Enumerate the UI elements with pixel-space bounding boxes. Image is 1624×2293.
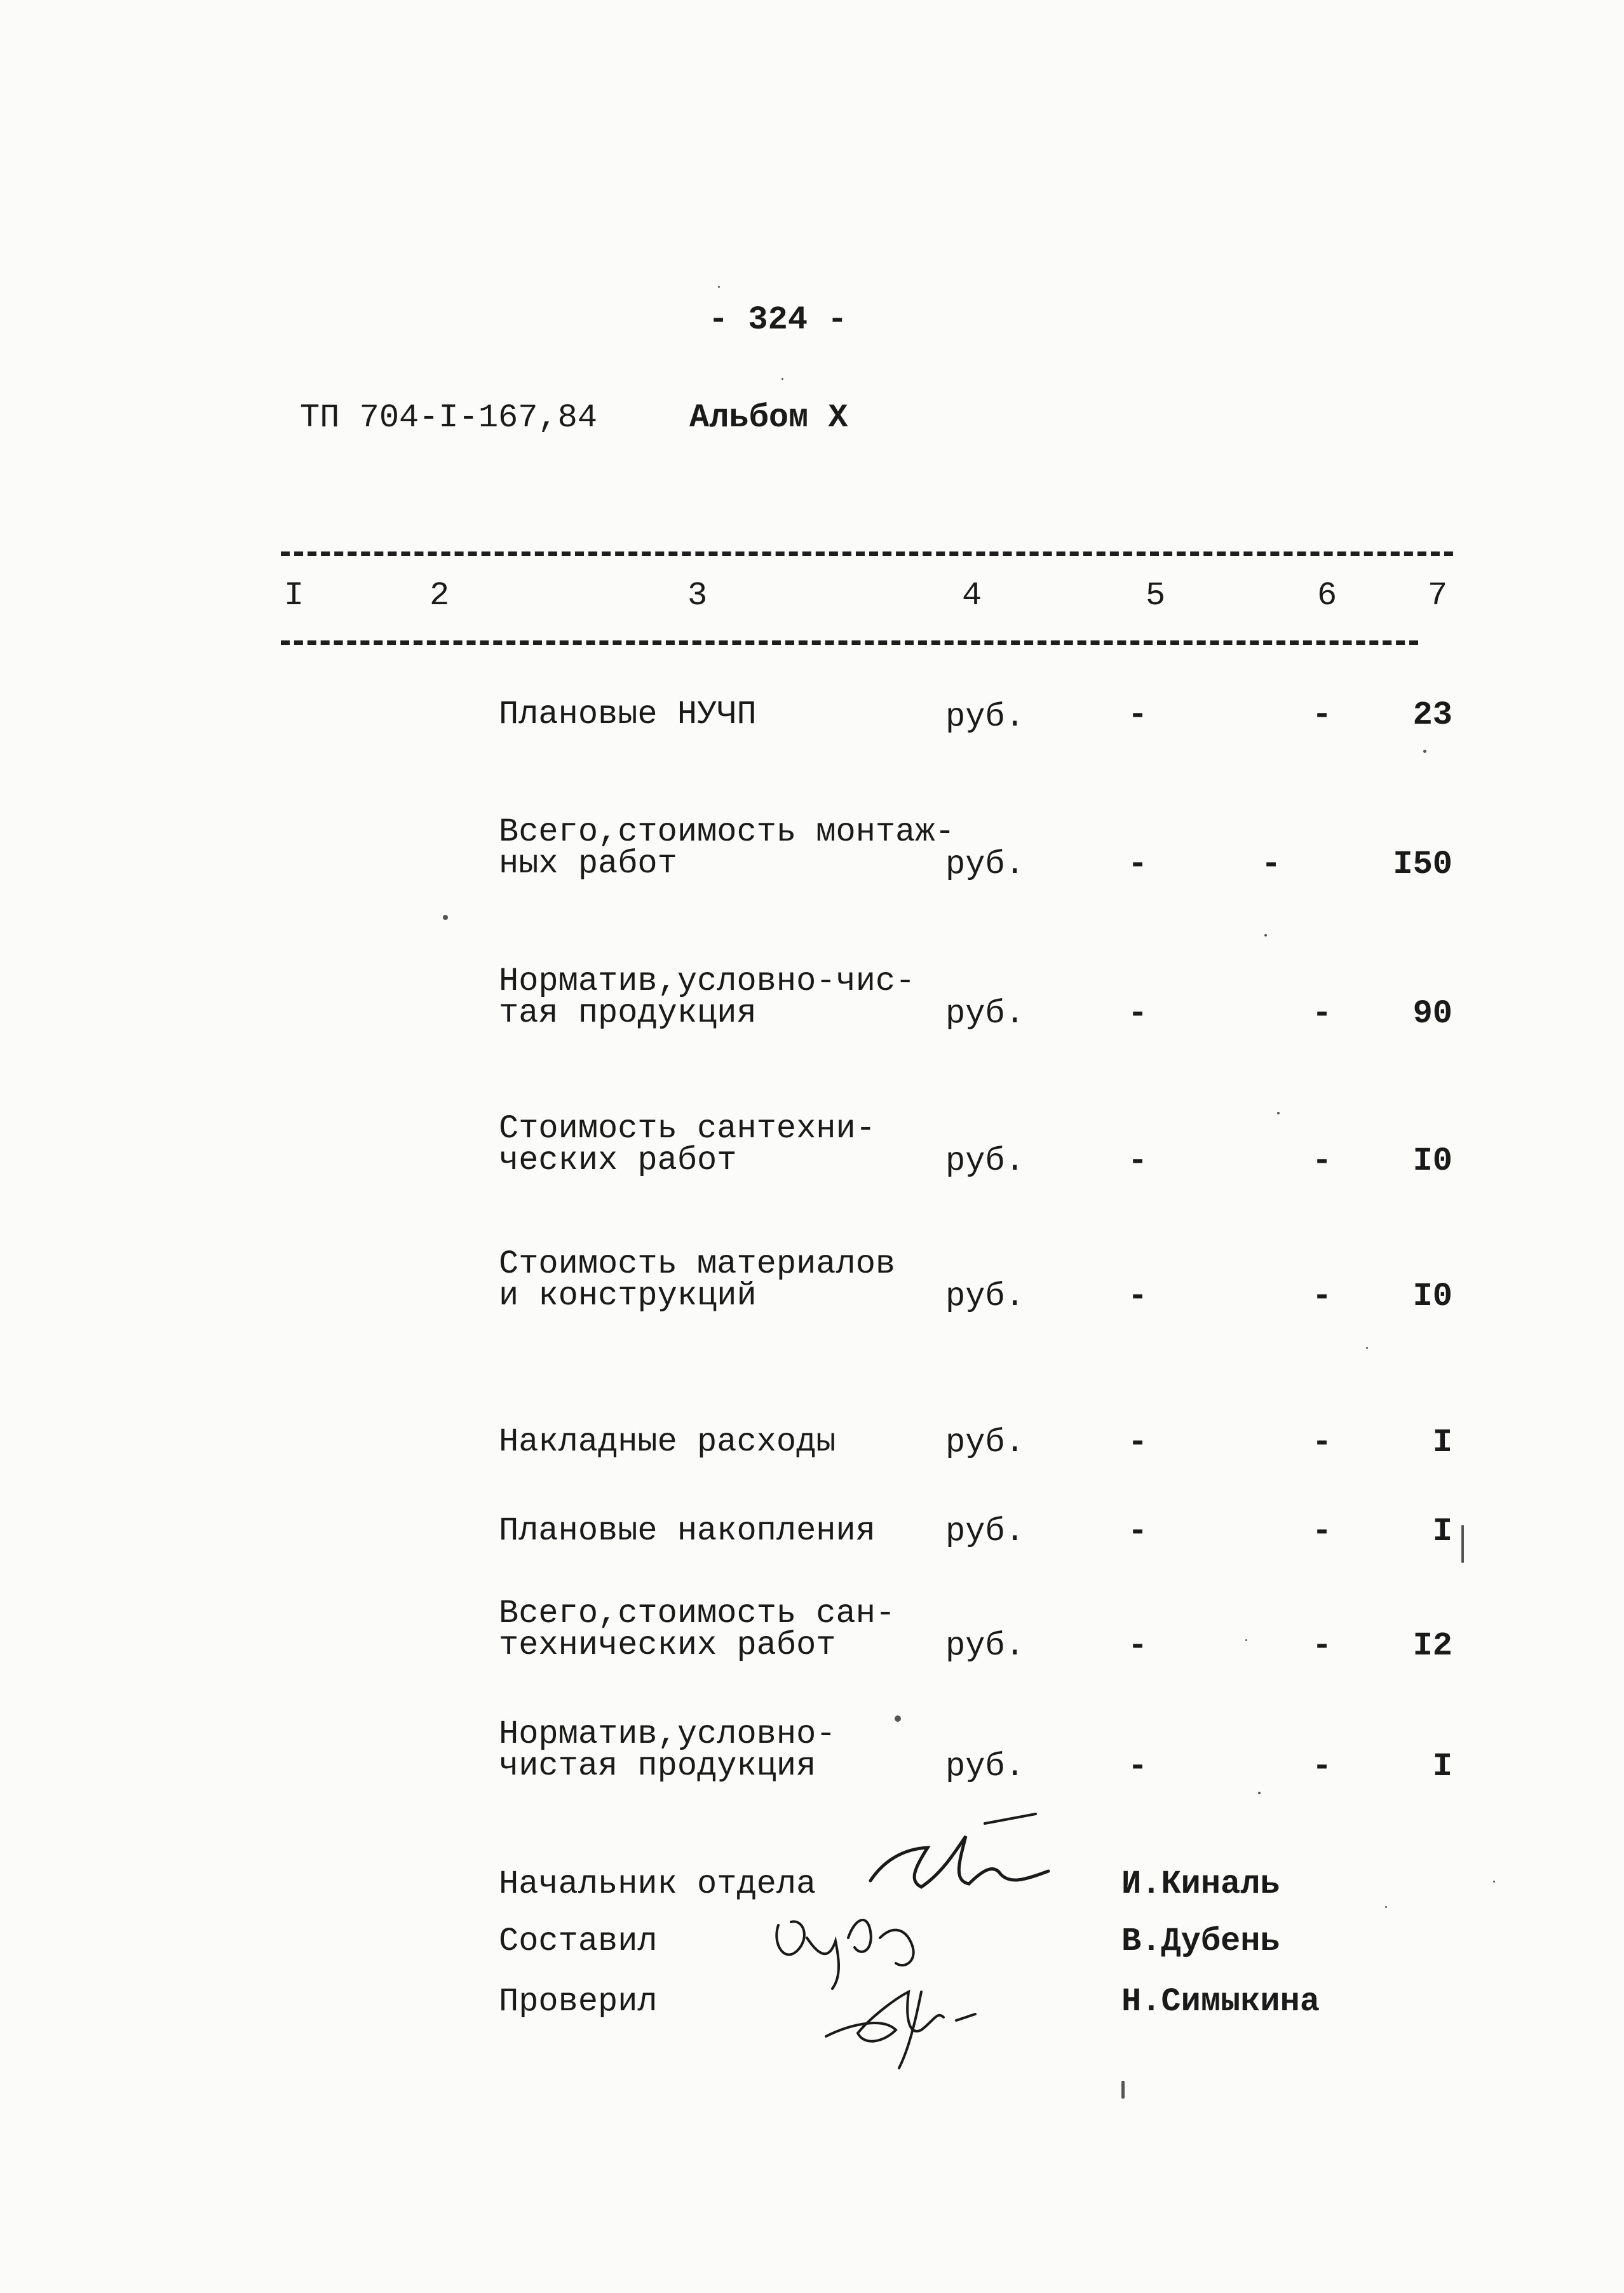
row-col7: I0 bbox=[1412, 1142, 1452, 1180]
signature-role: Составил bbox=[499, 1923, 658, 1960]
page-number: - 324 - bbox=[708, 301, 848, 339]
column-header-3: 3 bbox=[687, 577, 708, 614]
column-header-7: 7 bbox=[1428, 577, 1448, 614]
row-col6: - bbox=[1312, 1424, 1332, 1461]
row-label: Всего,стоимость монтаж- ных работ bbox=[499, 813, 955, 883]
row-col6: - bbox=[1312, 1627, 1332, 1665]
row-col5: - bbox=[1128, 995, 1148, 1032]
row-unit: руб. bbox=[945, 1627, 1025, 1665]
table-top-rule bbox=[281, 551, 1453, 556]
row-col6: - bbox=[1312, 1513, 1332, 1550]
row-col5: - bbox=[1128, 696, 1148, 734]
row-col7: I0 bbox=[1412, 1278, 1452, 1315]
row-label: Норматив,условно-чис- тая продукция bbox=[499, 963, 916, 1032]
signature-role: Проверил bbox=[499, 1983, 658, 2020]
row-col5: - bbox=[1128, 1513, 1148, 1550]
row-unit: руб. bbox=[945, 1748, 1025, 1785]
row-col5: - bbox=[1128, 1627, 1148, 1665]
row-unit: руб. bbox=[945, 1142, 1025, 1180]
row-col7: I bbox=[1432, 1748, 1452, 1785]
column-header-2: 2 bbox=[430, 577, 450, 614]
row-col7: I bbox=[1432, 1424, 1452, 1461]
signature-name: Н.Симыкина bbox=[1121, 1983, 1320, 2020]
row-col7: I bbox=[1432, 1513, 1452, 1550]
row-label: Стоимость материалов и конструкций bbox=[499, 1245, 896, 1315]
row-col5: - bbox=[1128, 1278, 1148, 1315]
signature-role: Начальник отдела bbox=[499, 1865, 816, 1903]
album-label: Альбом X bbox=[689, 399, 848, 436]
signature-name: И.Киналь bbox=[1121, 1865, 1280, 1903]
row-label: Норматив,условно- чистая продукция bbox=[499, 1715, 836, 1785]
row-unit: руб. bbox=[945, 1278, 1025, 1315]
row-col6: - bbox=[1261, 846, 1282, 883]
row-col7: I2 bbox=[1412, 1627, 1452, 1665]
row-col5: - bbox=[1128, 846, 1148, 883]
column-header-6: 6 bbox=[1317, 577, 1337, 614]
row-unit: руб. bbox=[945, 846, 1025, 883]
row-label: Накладные расходы bbox=[499, 1423, 836, 1461]
row-label: Плановые НУЧП bbox=[499, 696, 757, 733]
row-unit: руб. bbox=[945, 1513, 1025, 1550]
row-col5: - bbox=[1128, 1748, 1148, 1785]
row-label: Всего,стоимость сан- технических работ bbox=[499, 1595, 896, 1664]
column-header-5: 5 bbox=[1146, 577, 1166, 614]
row-col7: 23 bbox=[1412, 696, 1452, 734]
row-unit: руб. bbox=[945, 1424, 1025, 1461]
row-col6: - bbox=[1312, 1748, 1332, 1785]
row-label: Плановые накопления bbox=[499, 1512, 876, 1550]
table-header-rule bbox=[281, 640, 1418, 645]
row-col7: I50 bbox=[1393, 846, 1452, 883]
row-label: Стоимость сантехни- ческих работ bbox=[499, 1110, 876, 1179]
column-header-1: I bbox=[284, 577, 304, 614]
row-col5: - bbox=[1128, 1142, 1148, 1180]
row-col6: - bbox=[1312, 696, 1332, 734]
row-col7: 90 bbox=[1412, 995, 1452, 1032]
column-header-4: 4 bbox=[962, 577, 982, 614]
handwritten-signature-3 bbox=[813, 1966, 991, 2074]
row-unit: руб. bbox=[945, 995, 1025, 1032]
signature-name: В.Дубень bbox=[1121, 1923, 1280, 1960]
row-col6: - bbox=[1312, 1142, 1332, 1180]
row-col6: - bbox=[1312, 995, 1332, 1032]
document-code: ТП 704-I-167,84 bbox=[300, 399, 598, 436]
row-col5: - bbox=[1128, 1424, 1148, 1461]
row-col6: - bbox=[1312, 1278, 1332, 1315]
row-unit: руб. bbox=[945, 698, 1025, 736]
